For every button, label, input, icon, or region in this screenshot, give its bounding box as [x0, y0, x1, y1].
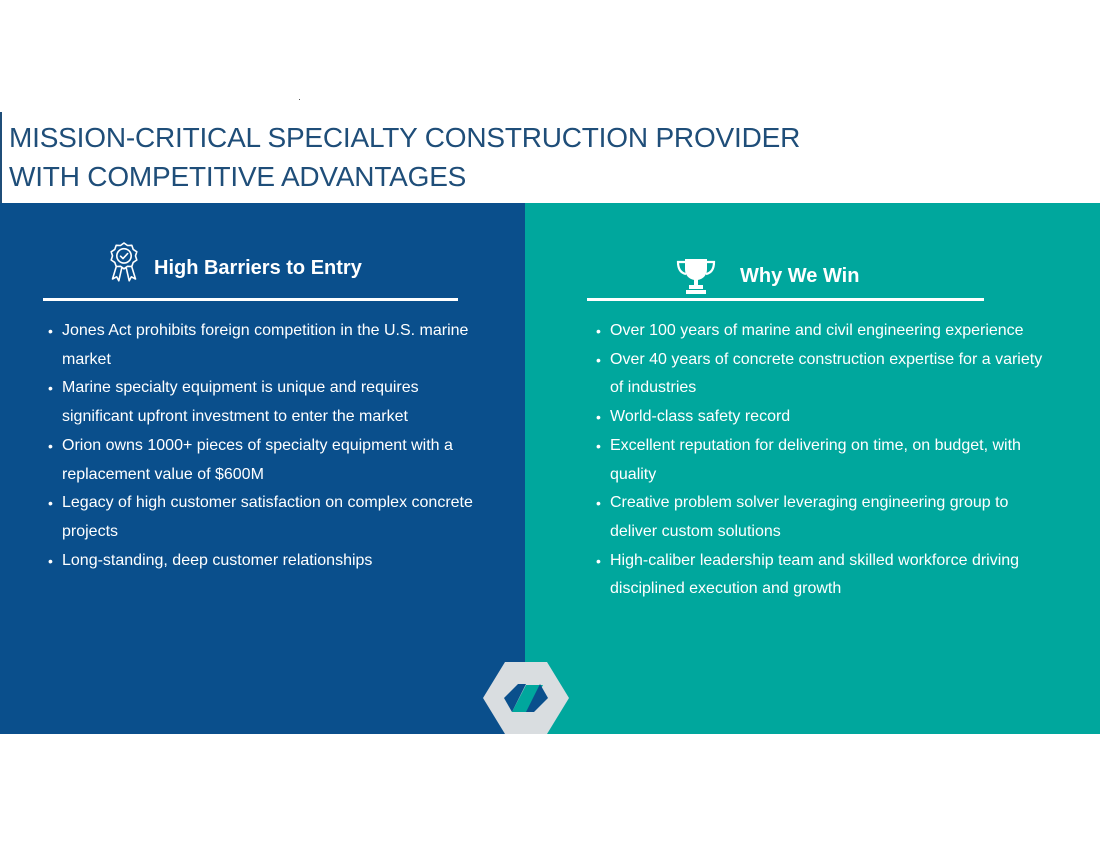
- list-item: • Long-standing, deep customer relationships: [48, 547, 488, 576]
- why-we-win-divider: [587, 298, 984, 301]
- list-item: • High-caliber leadership team and skilled workforce driving disciplined execution and growth: [596, 547, 1056, 604]
- page-title: [9, 118, 800, 196]
- page-title-line-1: MISSION-CRITICAL SPECIALTY CONSTRUCTION PROVIDER: [9, 122, 801, 153]
- list-item: • Orion owns 1000+ pieces of specialty equipment with a replacement value of $600M: [48, 432, 488, 489]
- stray-mark: [299, 99, 300, 100]
- barriers-divider: [43, 298, 458, 301]
- barriers-list: [48, 317, 488, 575]
- why-we-win-header: [675, 257, 859, 295]
- why-we-win-panel: [525, 203, 1100, 734]
- list-item: • Excellent reputation for delivering on time, on budget, with quality: [596, 432, 1056, 489]
- title-block: [0, 112, 1100, 203]
- list-item: • Legacy of high customer satisfaction on complex concrete projects: [48, 489, 488, 546]
- list-item: • World-class safety record: [596, 403, 1056, 432]
- barriers-heading: High Barriers to Entry: [154, 256, 362, 279]
- list-item: • Creative problem solver leveraging engineering group to deliver custom solutions: [596, 489, 1056, 546]
- list-item: • Jones Act prohibits foreign competition in the U.S. marine market: [48, 317, 488, 374]
- company-logo-icon: [483, 662, 569, 734]
- page-title-line-2: WITH COMPETITIVE ADVANTAGES: [9, 161, 467, 192]
- list-item: • Over 100 years of marine and civil engineering experience: [596, 317, 1056, 346]
- why-we-win-list: [596, 317, 1056, 604]
- barriers-panel: [0, 203, 525, 734]
- list-item: • Over 40 years of concrete construction expertise for a variety of industries: [596, 346, 1056, 403]
- trophy-icon: [675, 257, 717, 295]
- title-accent-bar: [0, 112, 2, 203]
- list-item: • Marine specialty equipment is unique and requires significant upfront investment to enter the market: [48, 374, 488, 431]
- award-ribbon-icon: [106, 241, 142, 291]
- why-we-win-heading: Why We Win: [740, 264, 860, 287]
- barriers-header: [106, 241, 362, 291]
